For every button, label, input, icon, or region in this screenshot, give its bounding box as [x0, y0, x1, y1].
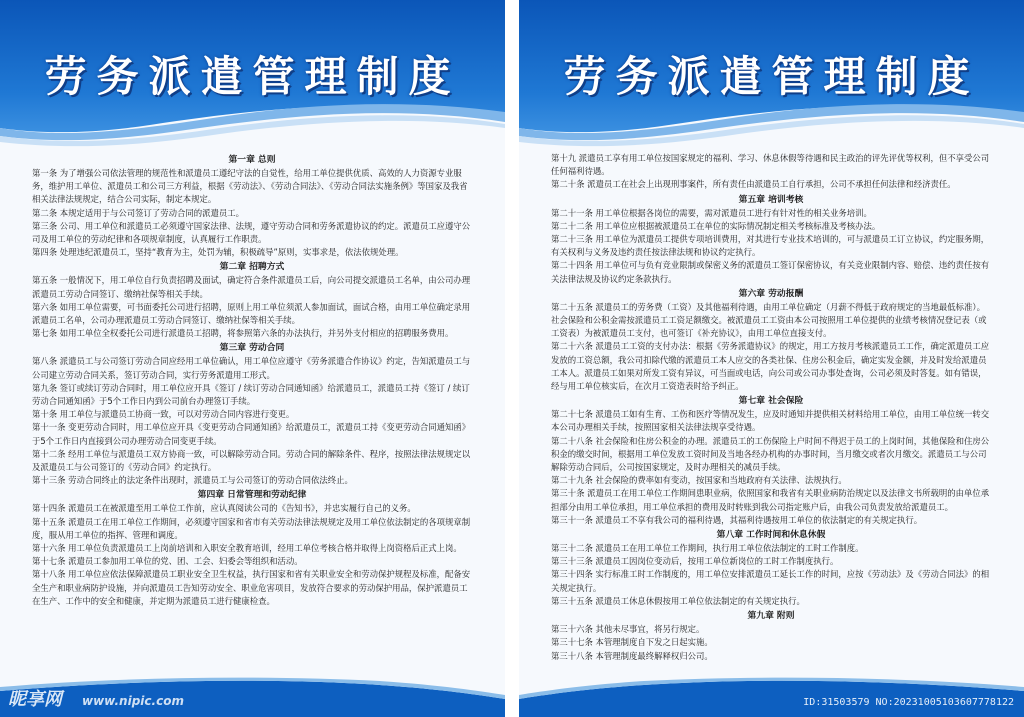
poster-header [0, 0, 505, 150]
article-paragraph: 第十八条 用工单位应依法保障派遣员工职业安全卫生权益，执行国家和省有关职业安全和劳动保护规程及标准，配备安全生产和职业病防护设施，并向派遣员工告知劳动安全、职业危害项目，发放符合要求的劳动保护用品，保护派遣员工在生产、工作中的安全和健康，并定期为派遣员工进行健康检查。 [32, 569, 471, 606]
poster-gap [505, 0, 519, 717]
article-paragraph: 第三十八条 本管理制度最终解释权归公司。 [551, 650, 713, 661]
article-paragraph: 第二十六条 派遣员工工资的支付办法：根据《劳务派遣协议》的规定，用工方按月考核派遣员工工作，确定派遣员工应发放的工资总额，我公司扣除代缴的派遣员工本人应交的各类社保、住房公积金后，确定实发金额，并及时发给派遣员工本人。派遣员工如果对所发工资有异议，可当面或电话，向公司或公司办事处查询，公司必须及时答复。如有错误，经与用工单位核实后，在次月工资造表时给予纠正。 [551, 341, 990, 392]
chapter-heading: 第一章 总则 [228, 155, 276, 165]
article-paragraph: 第三十三条 派遣员工因岗位变动后，按用工单位新岗位的工时工作制度执行。 [551, 556, 839, 567]
article-paragraph: 第二十八条 社会保险和住房公积金的办理。派遣员工的工伤保险上户时间不得迟于员工的上岗时间，其他保险和住房公积金的缴交时间，根据用工单位发放工资时间及当地各经办机构的办事时间，当月缴交或者次月缴交。派遣员工与公司解除劳动合同后，公司按国家规定，及时办理相关的减员手续。 [551, 435, 990, 473]
article-paragraph: 第二十三条 用工单位为派遣员工提供专项培训费用，对其进行专业技术培训的，可与派遣员工订立协议，约定服务期，有关权利与义务及违约责任按法律法规和协议约定执行。 [551, 234, 990, 258]
article-paragraph: 第十条 用工单位与派遣员工协商一致，可以对劳动合同内容进行变更。 [32, 409, 295, 420]
watermark-id: ID:31503579 NO:20231005103607778122 [803, 697, 1014, 708]
regulation-text [551, 152, 991, 682]
footer-wave-graphic [0, 677, 505, 717]
article-paragraph: 第十二条 经用工单位与派遣员工双方协商一致，可以解除劳动合同。劳动合同的解除条件、程序，按照法律法规规定以及派遣员工与公司签订的《劳动合同》约定执行。 [32, 448, 471, 473]
article-paragraph: 第二十一条 用工单位根据各岗位的需要，需对派遣员工进行有针对性的相关业务培训。 [551, 207, 872, 218]
article-paragraph: 第十九 派遣员工享有用工单位按国家规定的福利、学习、休息休假等待遇和民主政治的评先评优等权利，但不享受公司任何福利待遇。 [551, 153, 990, 177]
left-poster [0, 0, 505, 717]
chapter-heading: 第七章 社会保险 [738, 396, 804, 407]
chapter-heading: 第六章 劳动报酬 [738, 288, 804, 299]
article-paragraph: 第三十五条 派遣员工休息休假按用工单位依法制定的有关规定执行。 [551, 595, 805, 606]
article-paragraph: 第二条 本规定适用于与公司签订了劳动合同的派遣员工。 [32, 207, 245, 218]
regulation-text [32, 152, 472, 682]
article-paragraph: 第五条 一般情况下，用工单位自行负责招聘及面试，确定符合条件派遣员工后，向公司提交派遣员工名单，由公司办理派遣员工劳动合同签订、缴纳社保等相关手续。 [32, 275, 471, 299]
article-paragraph: 第三十一条 派遣员工不享有我公司的福利待遇，其福利待遇按用工单位的依法制定的有关规定执行。 [551, 514, 923, 525]
page-title: 劳务派遣管理制度 [563, 52, 980, 101]
chapter-heading: 第二章 招聘方式 [219, 262, 285, 273]
article-paragraph: 第二十条 派遣员工在社会上出现刑事案件，所有责任由派遣员工自行承担，公司不承担任何法律和经济责任。 [551, 179, 956, 190]
article-paragraph: 第二十五条 派遣员工的劳务费（工资）及其他福利待遇，由用工单位确定（月薪不得低于政府规定的当地最低标准）。社会保险和公积金需按派遣员工工资足额缴交。被派遣员工工资由本公司按照用工单位提供的业绩考核情况登记表（或工资表）为被派遣员工支付，也可签订《补充协议》，由用工单位直接支付。 [551, 301, 987, 339]
chapter-heading: 第八章 工作时间和休息休假 [716, 530, 826, 541]
article-paragraph: 第七条 如用工单位全权委托公司进行派遣员工招聘，将参照第六条的办法执行，并另外支付相应的招聘服务费用。 [32, 328, 454, 339]
chapter-heading: 第五章 培训考核 [738, 194, 804, 205]
article-paragraph: 第二十四条 用工单位可与负有竞业限制或保密义务的派遣员工签订保密协议，有关竞业限制内容、赔偿、违约责任按有关法律法规及协议约定条款执行。 [551, 260, 990, 284]
chapter-heading: 第三章 劳动合同 [219, 343, 285, 354]
article-paragraph: 第二十七条 派遣员工如有生育、工伤和医疗等情况发生，应及时通知并提供相关材料给用工单位，由用工单位统一转交本公司办理相关手续，按照国家相关法律法规享受待遇。 [551, 409, 990, 433]
bottom-band [0, 677, 505, 717]
article-paragraph: 第三十二条 派遣员工在用工单位工作期间，执行用工单位依法制定的工时工作制度。 [551, 543, 864, 554]
article-paragraph: 第三十条 派遣员工在用工单位工作期间患职业病，依照国家和我省有关职业病防治规定以及法律文书所载明的由单位承担部分由用工单位承担，用工单位承担的费用及时转账到我公司指定账户后，由我公司负责发放给派遣员工。 [551, 488, 990, 512]
article-paragraph: 第十七条 派遣员工参加用工单位的党、团、工会、妇委会等组织和活动。 [32, 556, 303, 567]
article-paragraph: 第三十七条 本管理制度自下发之日起实施。 [551, 637, 713, 648]
article-paragraph: 第一条 为了增强公司依法管理的规范性和派遣员工遵纪守法的自觉性，给用工单位提供优质、高效的人力资源专业服务，维护用工单位、派遣员工和公司三方利益，根据《劳动法》、《劳动合同法》、《劳动合同法实施条例》等国家及我省相关法律法规规定，结合公司实际，制定本规定。 [32, 168, 468, 205]
article-paragraph: 第三十六条 其他未尽事宜，将另行规定。 [551, 624, 705, 635]
article-paragraph: 第九条 签订或续订劳动合同时，用工单位应开具《签订 / 续订劳动合同通知函》给派遣员工，派遣员工持《签订 / 续订劳动合同通知函》于5个工作日内到公司前台办理签订手续。 [32, 382, 470, 407]
article-paragraph: 第十五条 派遣员工在用工单位工作期间，必须遵守国家和省市有关劳动法律法规规定及用工单位依法制定的各项规章制度，服从用工单位的指挥、管理和调度。 [32, 516, 471, 540]
bottom-band [519, 677, 1024, 717]
article-paragraph: 第二十九条 社会保险的费率如有变动，按国家和当地政府有关法律、法规执行。 [551, 475, 847, 486]
watermark-url: www.nipic.com [82, 694, 184, 708]
article-paragraph: 第三十四条 实行标准工时工作制度的，用工单位安排派遣员工延长工作的时间，应按《劳动法》及《劳动合同法》的相关规定执行。 [551, 569, 990, 593]
article-paragraph: 第十四条 派遣员工在被派遣至用工单位工作前，应认真阅读公司的《告知书》，并忠实履行自己的义务。 [32, 503, 416, 514]
chapter-heading: 第九章 附则 [747, 611, 795, 622]
article-paragraph: 第十一条 变更劳动合同时，用工单位应开具《变更劳动合同通知函》给派遣员工，派遣员工持《变更劳动合同通知函》于5个工作日内直接到公司办理劳动合同变更手续。 [32, 422, 471, 446]
article-paragraph: 第八条 派遣员工与公司签订劳动合同应经用工单位确认，用工单位应遵守《劳务派遣合作协议》约定，告知派遣员工与公司建立劳动合同关系，签订劳动合同，实行劳务派遣用工形式。 [32, 356, 471, 380]
chapter-heading: 第四章 日常管理和劳动纪律 [197, 490, 307, 501]
article-paragraph: 第六条 如用工单位需要，可书面委托公司进行招聘，原则上用工单位须派人参加面试，面试合格，由用工单位确定录用派遣员工名单，公司办理派遣员工劳动合同签订、缴纳社保等相关手续。 [32, 301, 471, 326]
article-paragraph: 第四条 处理违纪派遣员工，坚持“教育为主，处罚为辅，积极疏导”原则，实事求是，依法依规处理。 [32, 247, 404, 258]
article-paragraph: 第十六条 用工单位负责派遣员工上岗前培训和入职安全教育培训，经用工单位考核合格并取得上岗资格后正式上岗。 [32, 543, 462, 554]
article-paragraph: 第十三条 劳动合同终止的法定条件出现时，派遣员工与公司签订的劳动合同依法终止。 [32, 475, 353, 486]
article-paragraph: 第二十二条 用工单位应根据被派遣员工在单位的实际情况制定相关考核标准及考核办法。 [551, 220, 881, 231]
article-paragraph: 第三条 公司、用工单位和派遣员工必须遵守国家法律、法规，遵守劳动合同和劳务派遣协议的约定。派遣员工应遵守公司及用工单位的劳动纪律和各项规章制度，认真履行工作职责。 [32, 220, 471, 245]
poster-header [519, 0, 1024, 150]
page-title: 劳务派遣管理制度 [44, 52, 461, 101]
right-poster [519, 0, 1024, 717]
watermark-logo: 昵享网 [8, 689, 62, 710]
